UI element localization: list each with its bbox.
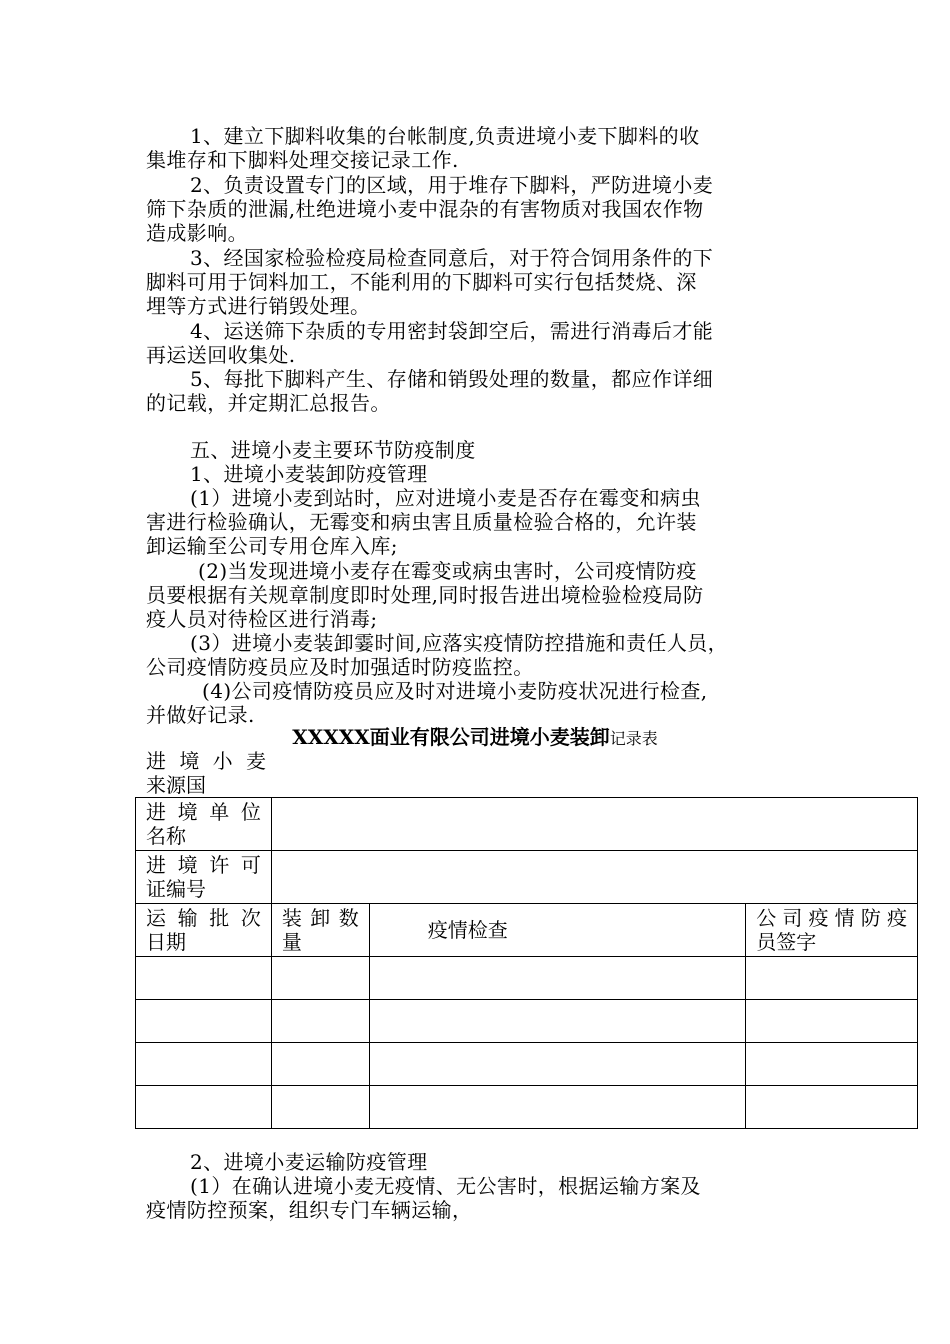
table-cell[interactable] [369,1000,745,1043]
unit-name-label-line-1: 进 境 单 位 [146,800,261,824]
item-1-line-1: (1）进境小麦到站时，应对进境小麦是否存在霉变和病虫 [190,486,701,510]
para-4-line-1: 4、运送筛下杂质的专用密封袋卸空后，需进行消毒后才能 [190,319,714,343]
col-header-signature-line-2: 员签字 [756,930,817,954]
table-cell[interactable] [369,1043,745,1086]
table-cell[interactable] [746,1000,918,1043]
table-cell[interactable] [271,1086,369,1129]
para-2-line-3: 造成影响。 [146,221,248,245]
item-3-line-2: 公司疫情防疫员应及时加强适时防疫监控。 [146,655,534,679]
table-cell[interactable] [369,1086,745,1129]
record-table-title-main: XXXXX面业有限公司进境小麦装卸 [292,725,610,749]
col-header-date-line-1: 运 输 批 次 [146,906,261,930]
source-country-label [146,749,266,797]
unit-name-value[interactable] [271,798,917,851]
col-header-quantity-line-1: 装 卸 数 [281,906,359,930]
table-cell[interactable] [746,957,918,1000]
section-two-heading: 2、进境小麦运输防疫管理 [190,1150,428,1174]
item-2-line-2: 员要根据有关规章制度即时处理,同时报告进出境检验检疫局防 [146,583,704,607]
source-country-label-line-1: 进 境 小 麦 [146,749,266,773]
para-1-line-2: 集堆存和下脚料处理交接记录工作. [146,148,459,172]
item-2-line-3: 疫人员对待检区进行消毒; [146,607,378,631]
col-header-date-line-2: 日期 [146,930,186,954]
table-row [136,957,918,1000]
item-1-line-3: 卸运输至公司专用仓库入库; [146,534,398,558]
col-header-signature [746,904,918,957]
item-1-line-2: 害进行检验确认，无霉变和病虫害且质量检验合格的，允许装 [146,510,697,534]
col-header-epidemic-check: 疫情检查 [369,904,745,957]
item-3-line-1: (3）进境小麦装卸霎时间,应落实疫情防控措施和责任人员， [190,631,729,655]
row-permit-number [136,851,918,904]
table-cell[interactable] [271,1043,369,1086]
table-cell[interactable] [136,1000,272,1043]
table-row [136,1000,918,1043]
section-five-sub1: 1、进境小麦装卸防疫管理 [190,462,428,486]
section-five-heading: 五、进境小麦主要环节防疫制度 [190,438,476,462]
permit-number-label-line-2: 证编号 [146,877,206,901]
table-cell[interactable] [369,957,745,1000]
table-cell[interactable] [136,1043,272,1086]
row-column-headers [136,904,918,957]
record-table [135,797,918,1129]
para-3-line-1: 3、经国家检验检疫局检查同意后，对于符合饲用条件的下 [190,246,714,270]
para-4-line-2: 再运送回收集处. [146,343,296,367]
table-cell[interactable] [746,1086,918,1129]
permit-number-value[interactable] [271,851,917,904]
col-header-signature-line-1: 公司疫情防疫 [756,906,907,930]
para-5-line-2: 的记载，并定期汇总报告。 [146,391,391,415]
table-cell[interactable] [271,957,369,1000]
para-1-line-1: 1、建立下脚料收集的台帐制度,负责进境小麦下脚料的收 [190,124,700,148]
unit-name-label-line-2: 名称 [146,824,186,848]
source-country-label-line-2: 来源国 [146,773,206,797]
row-unit-name [136,798,918,851]
item-4-line-1: (4)公司疫情防疫员应及时对进境小麦防疫状况进行检查, [202,679,708,703]
col-header-date [136,904,272,957]
table-cell[interactable] [746,1043,918,1086]
para-2-line-1: 2、负责设置专门的区域，用于堆存下脚料，严防进境小麦 [190,173,714,197]
para-3-line-2: 脚料可用于饲料加工，不能利用的下脚料可实行包括焚烧、深 [146,270,697,294]
item-4-line-2: 并做好记录. [146,703,255,727]
permit-number-label [136,851,272,904]
para-2-line-2: 筛下杂质的泄漏,杜绝进境小麦中混杂的有害物质对我国农作物 [146,197,704,221]
table-cell[interactable] [136,957,272,1000]
table-cell[interactable] [271,1000,369,1043]
col-header-quantity [271,904,369,957]
record-table-title [0,724,950,752]
item-2-line-1: (2)当发现进境小麦存在霉变或病虫害时，公司疫情防疫 [198,559,697,583]
table-row [136,1086,918,1129]
col-header-quantity-line-2: 量 [281,930,302,954]
record-table-title-suffix: 记录表 [609,729,658,748]
para-5-line-1: 5、每批下脚料产生、存储和销毁处理的数量，都应作详细 [190,367,714,391]
para-3-line-3: 埋等方式进行销毁处理。 [146,294,371,318]
table-row [136,1043,918,1086]
permit-number-label-line-1: 进 境 许 可 [146,853,261,877]
unit-name-label [136,798,272,851]
table-cell[interactable] [136,1086,272,1129]
section-two-line-1: (1）在确认进境小麦无疫情、无公害时，根据运输方案及 [190,1174,701,1198]
section-two-line-2: 疫情防控预案，组织专门车辆运输， [146,1198,473,1222]
